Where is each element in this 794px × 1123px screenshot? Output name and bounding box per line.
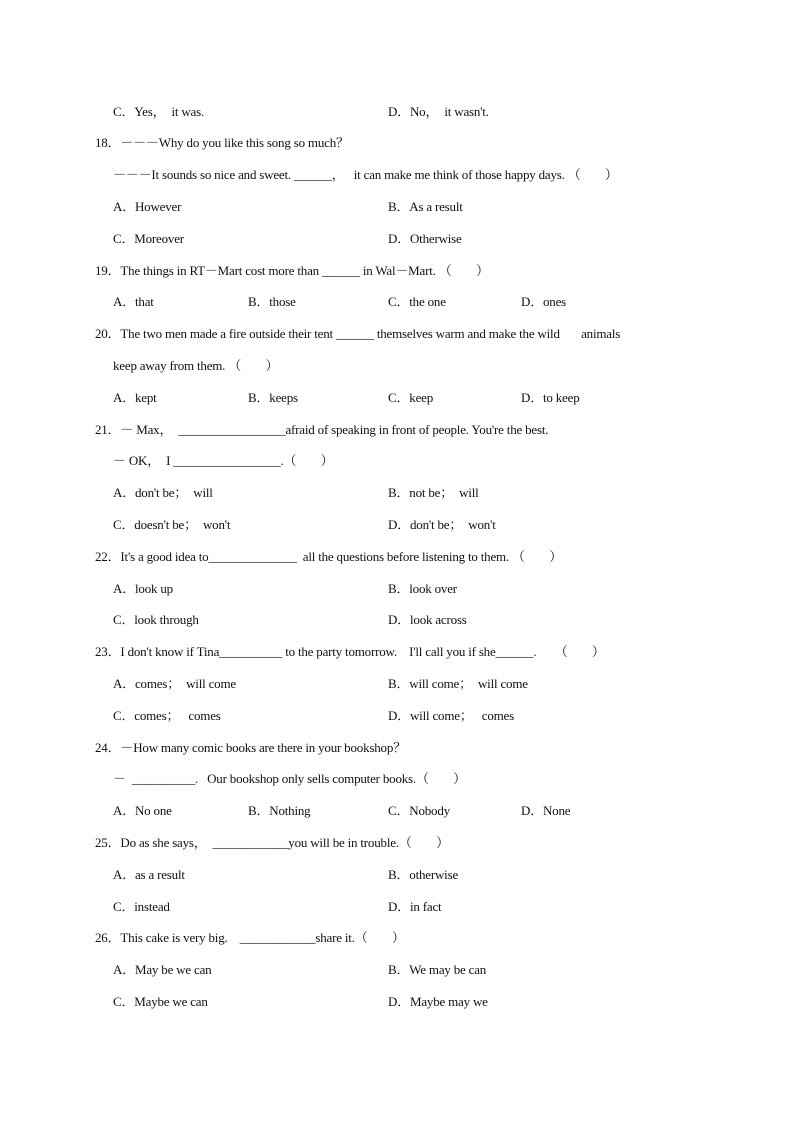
- q19-option-b: B．those: [248, 294, 296, 309]
- q18-option-b: B．As a result: [388, 199, 463, 214]
- q22-stem: 22．It's a good idea to______________ all the questions before listening to them. （ ）: [95, 549, 563, 564]
- q25-stem: 25．Do as she says， ____________you will be in trouble.（ ）: [95, 835, 449, 850]
- q21-option-a: A．don't be； will: [113, 485, 213, 500]
- q21-option-c: C．doesn't be； won't: [113, 517, 231, 532]
- q18-stem-line2: －－－It sounds so nice and sweet. ______， it can make me think of those happy days. （ ）: [113, 167, 618, 182]
- q22-option-b: B．look over: [388, 581, 457, 596]
- q20-option-a: A．kept: [113, 390, 157, 405]
- q17-option-c: C．Yes， it was.: [113, 104, 205, 119]
- q24-option-c: C．Nobody: [388, 803, 450, 818]
- q24-option-b: B．Nothing: [248, 803, 311, 818]
- q26-option-a: A．May be we can: [113, 962, 212, 977]
- q22-option-a: A．look up: [113, 581, 173, 596]
- q19-option-c: C．the one: [388, 294, 446, 309]
- q18-option-a: A．However: [113, 199, 182, 214]
- q18-option-c: C．Moreover: [113, 231, 184, 246]
- q18-stem-line1: 18．－－－Why do you like this song so much？: [95, 135, 349, 150]
- q23-option-c: C．comes； comes: [113, 708, 221, 723]
- q21-option-b: B．not be； will: [388, 485, 479, 500]
- q22-option-d: D．look across: [388, 612, 467, 627]
- q19-option-a: A．that: [113, 294, 154, 309]
- q21-stem-line2: － OK， I _________________.（ ）: [113, 453, 334, 468]
- q22-option-c: C．look through: [113, 612, 199, 627]
- q25-option-b: B．otherwise: [388, 867, 459, 882]
- q20-option-b: B．keeps: [248, 390, 298, 405]
- q19-option-d: D．ones: [521, 294, 567, 309]
- q25-option-c: C．instead: [113, 899, 170, 914]
- q18-option-d: D．Otherwise: [388, 231, 462, 246]
- q26-option-d: D．Maybe may we: [388, 994, 488, 1009]
- q21-option-d: D．don't be； won't: [388, 517, 496, 532]
- q19-stem: 19．The things in RT－Mart cost more than ______ in Wal－Mart. （ ）: [95, 263, 489, 278]
- q23-option-d: D．will come； comes: [388, 708, 514, 723]
- q25-option-d: D．in fact: [388, 899, 442, 914]
- q21-stem-line1: 21．－ Max， _________________afraid of speaking in front of people. You're the best.: [95, 422, 549, 437]
- q23-option-a: A．comes； will come: [113, 676, 236, 691]
- q23-stem: 23．I don't know if Tina__________ to the party tomorrow. I'll call you if she______. （ ）: [95, 644, 605, 659]
- q20-stem-line1: 20．The two men made a fire outside their tent ______ themselves warm and make the wild animals: [95, 326, 621, 341]
- q26-stem: 26．This cake is very big. ____________share it.（ ）: [95, 930, 405, 945]
- q24-option-a: A．No one: [113, 803, 172, 818]
- q25-option-a: A．as a result: [113, 867, 185, 882]
- q26-option-c: C．Maybe we can: [113, 994, 208, 1009]
- q20-option-c: C．keep: [388, 390, 434, 405]
- q23-option-b: B．will come； will come: [388, 676, 528, 691]
- q26-option-b: B．We may be can: [388, 962, 487, 977]
- q17-option-d: D．No， it wasn't.: [388, 104, 489, 119]
- q20-stem-line2: keep away from them. （ ）: [113, 358, 279, 373]
- q20-option-d: D．to keep: [521, 390, 580, 405]
- q24-stem-line2: － __________. Our bookshop only sells computer books.（ ）: [113, 771, 466, 786]
- q24-option-d: D．None: [521, 803, 571, 818]
- q24-stem-line1: 24．－How many comic books are there in your bookshop？: [95, 740, 406, 755]
